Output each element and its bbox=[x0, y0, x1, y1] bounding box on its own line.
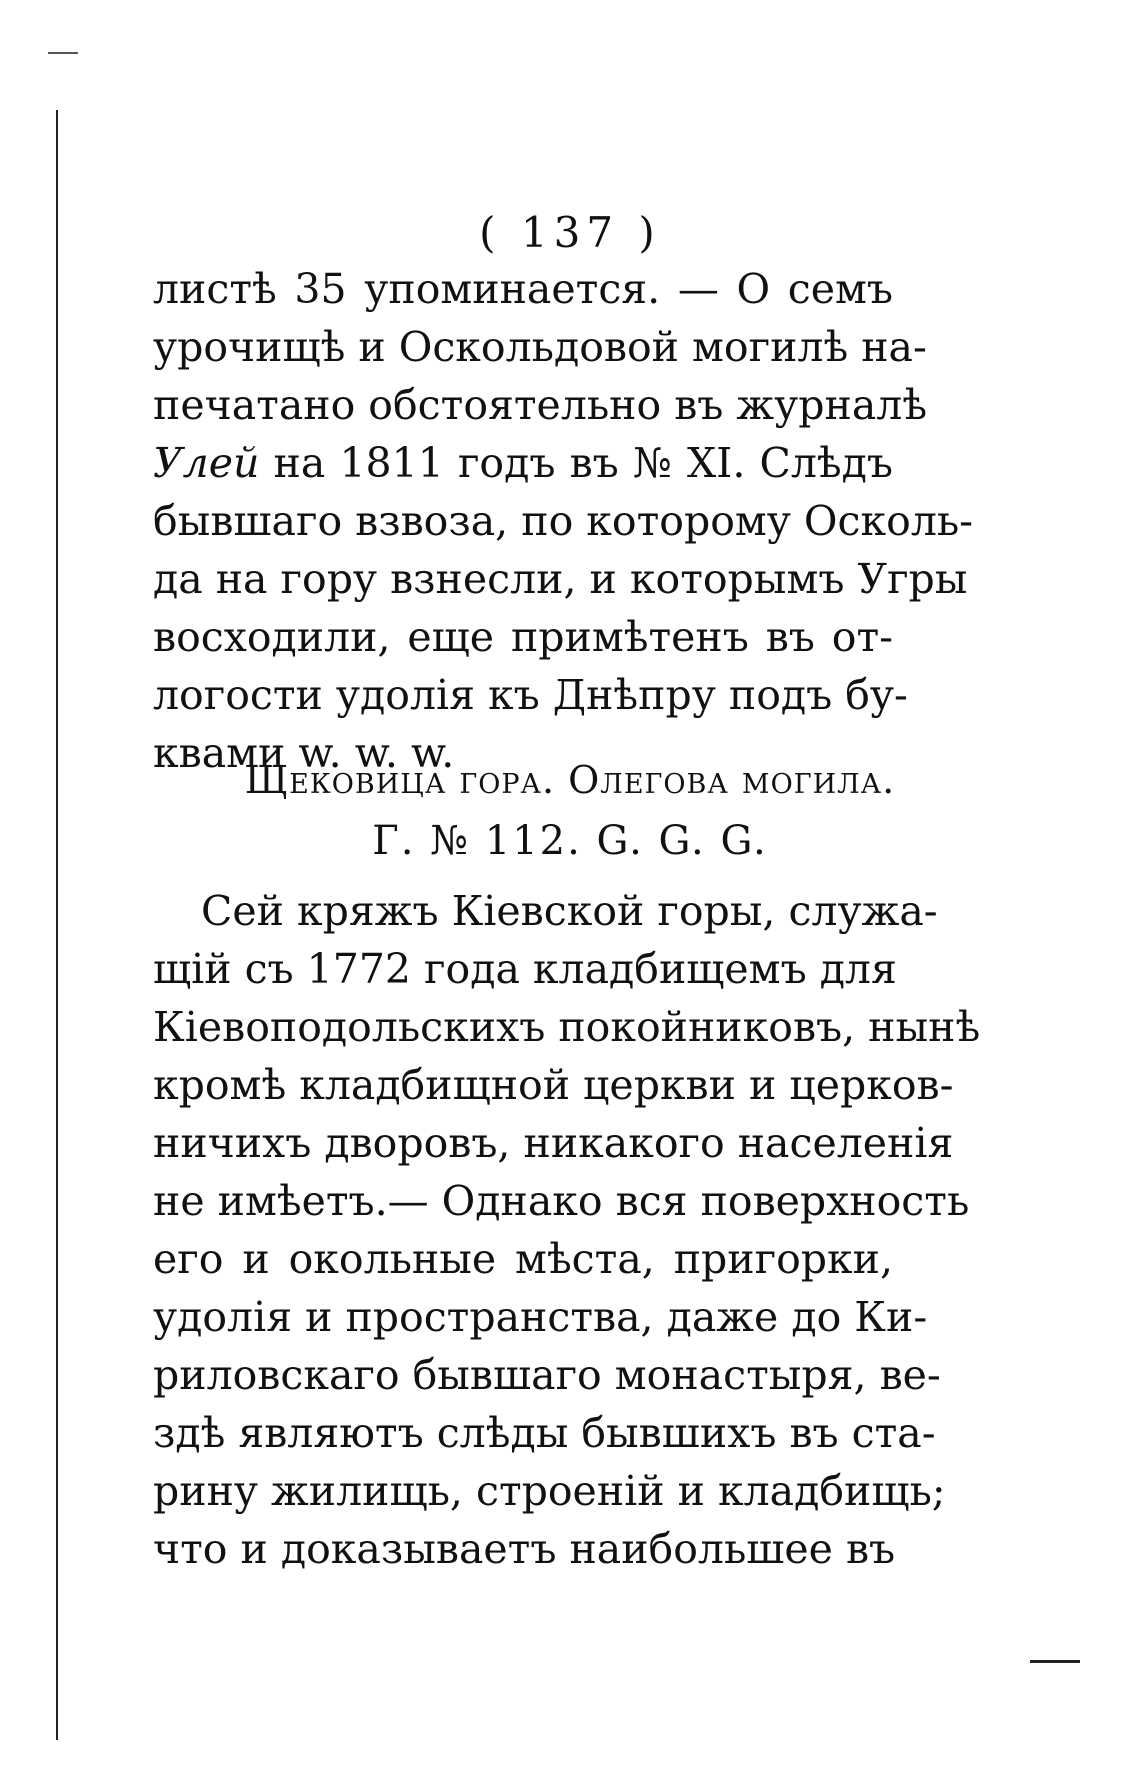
page-number: ( 137 ) bbox=[479, 208, 661, 257]
section-subtitle: Г. № 112. G. G. G. bbox=[372, 818, 768, 864]
text-line: квами w. w. w. bbox=[153, 729, 455, 777]
text-line: да на гору взнесли, и которымъ Угры bbox=[153, 555, 968, 603]
text-line: урочищѣ и Оскольдовой могилѣ на- bbox=[153, 323, 927, 371]
text-line: риловскаго бывшаго монастыря, ве- bbox=[153, 1351, 941, 1399]
text-line: Кіевоподольскихъ покойниковъ, нынѣ bbox=[153, 1003, 981, 1051]
paragraph-top bbox=[153, 260, 974, 782]
text-line: щій съ 1772 года кладбищемъ для bbox=[153, 945, 897, 993]
text-line: здѣ являютъ слѣды бывшихъ въ ста- bbox=[153, 1409, 936, 1457]
text-line: листѣ 35 упоминается. — О семъ bbox=[153, 265, 893, 313]
margin-mark bbox=[1030, 1660, 1080, 1663]
text-line: кромѣ кладбищной церкви и церков- bbox=[153, 1061, 954, 1109]
margin-rule bbox=[56, 110, 58, 1740]
text-line: его и окольные мѣста, пригорки, bbox=[153, 1235, 893, 1283]
text-line: ничихъ дворовъ, никакого населенія bbox=[153, 1119, 954, 1167]
text-line bbox=[153, 434, 893, 492]
text-line-rest: на 1811 годъ въ № XI. Слѣдъ bbox=[259, 439, 893, 487]
paragraph-body bbox=[153, 882, 981, 1578]
text-line: бывшаго взвоза, по которому Осколь- bbox=[153, 497, 974, 545]
text-line: не имѣетъ.— Однако вся поверхность bbox=[153, 1177, 970, 1225]
text-line: логости удолія къ Днѣпру подъ бу- bbox=[153, 671, 908, 719]
text-line: что и доказываетъ наибольшее въ bbox=[153, 1525, 896, 1573]
text-line: удолія и пространства, даже до Ки- bbox=[153, 1293, 928, 1341]
section-title: Щековица гора. Олегова могила. bbox=[244, 758, 896, 802]
text-line: восходили, еще примѣтенъ въ от- bbox=[153, 613, 893, 661]
corner-mark bbox=[48, 52, 78, 54]
text-line: Сей кряжъ Кіевской горы, служа- bbox=[201, 887, 938, 935]
journal-title: Улей bbox=[153, 439, 260, 487]
text-line: рину жилищь, строеній и кладбищь; bbox=[153, 1467, 946, 1515]
text-line: печатано обстоятельно въ журналѣ bbox=[153, 381, 928, 429]
